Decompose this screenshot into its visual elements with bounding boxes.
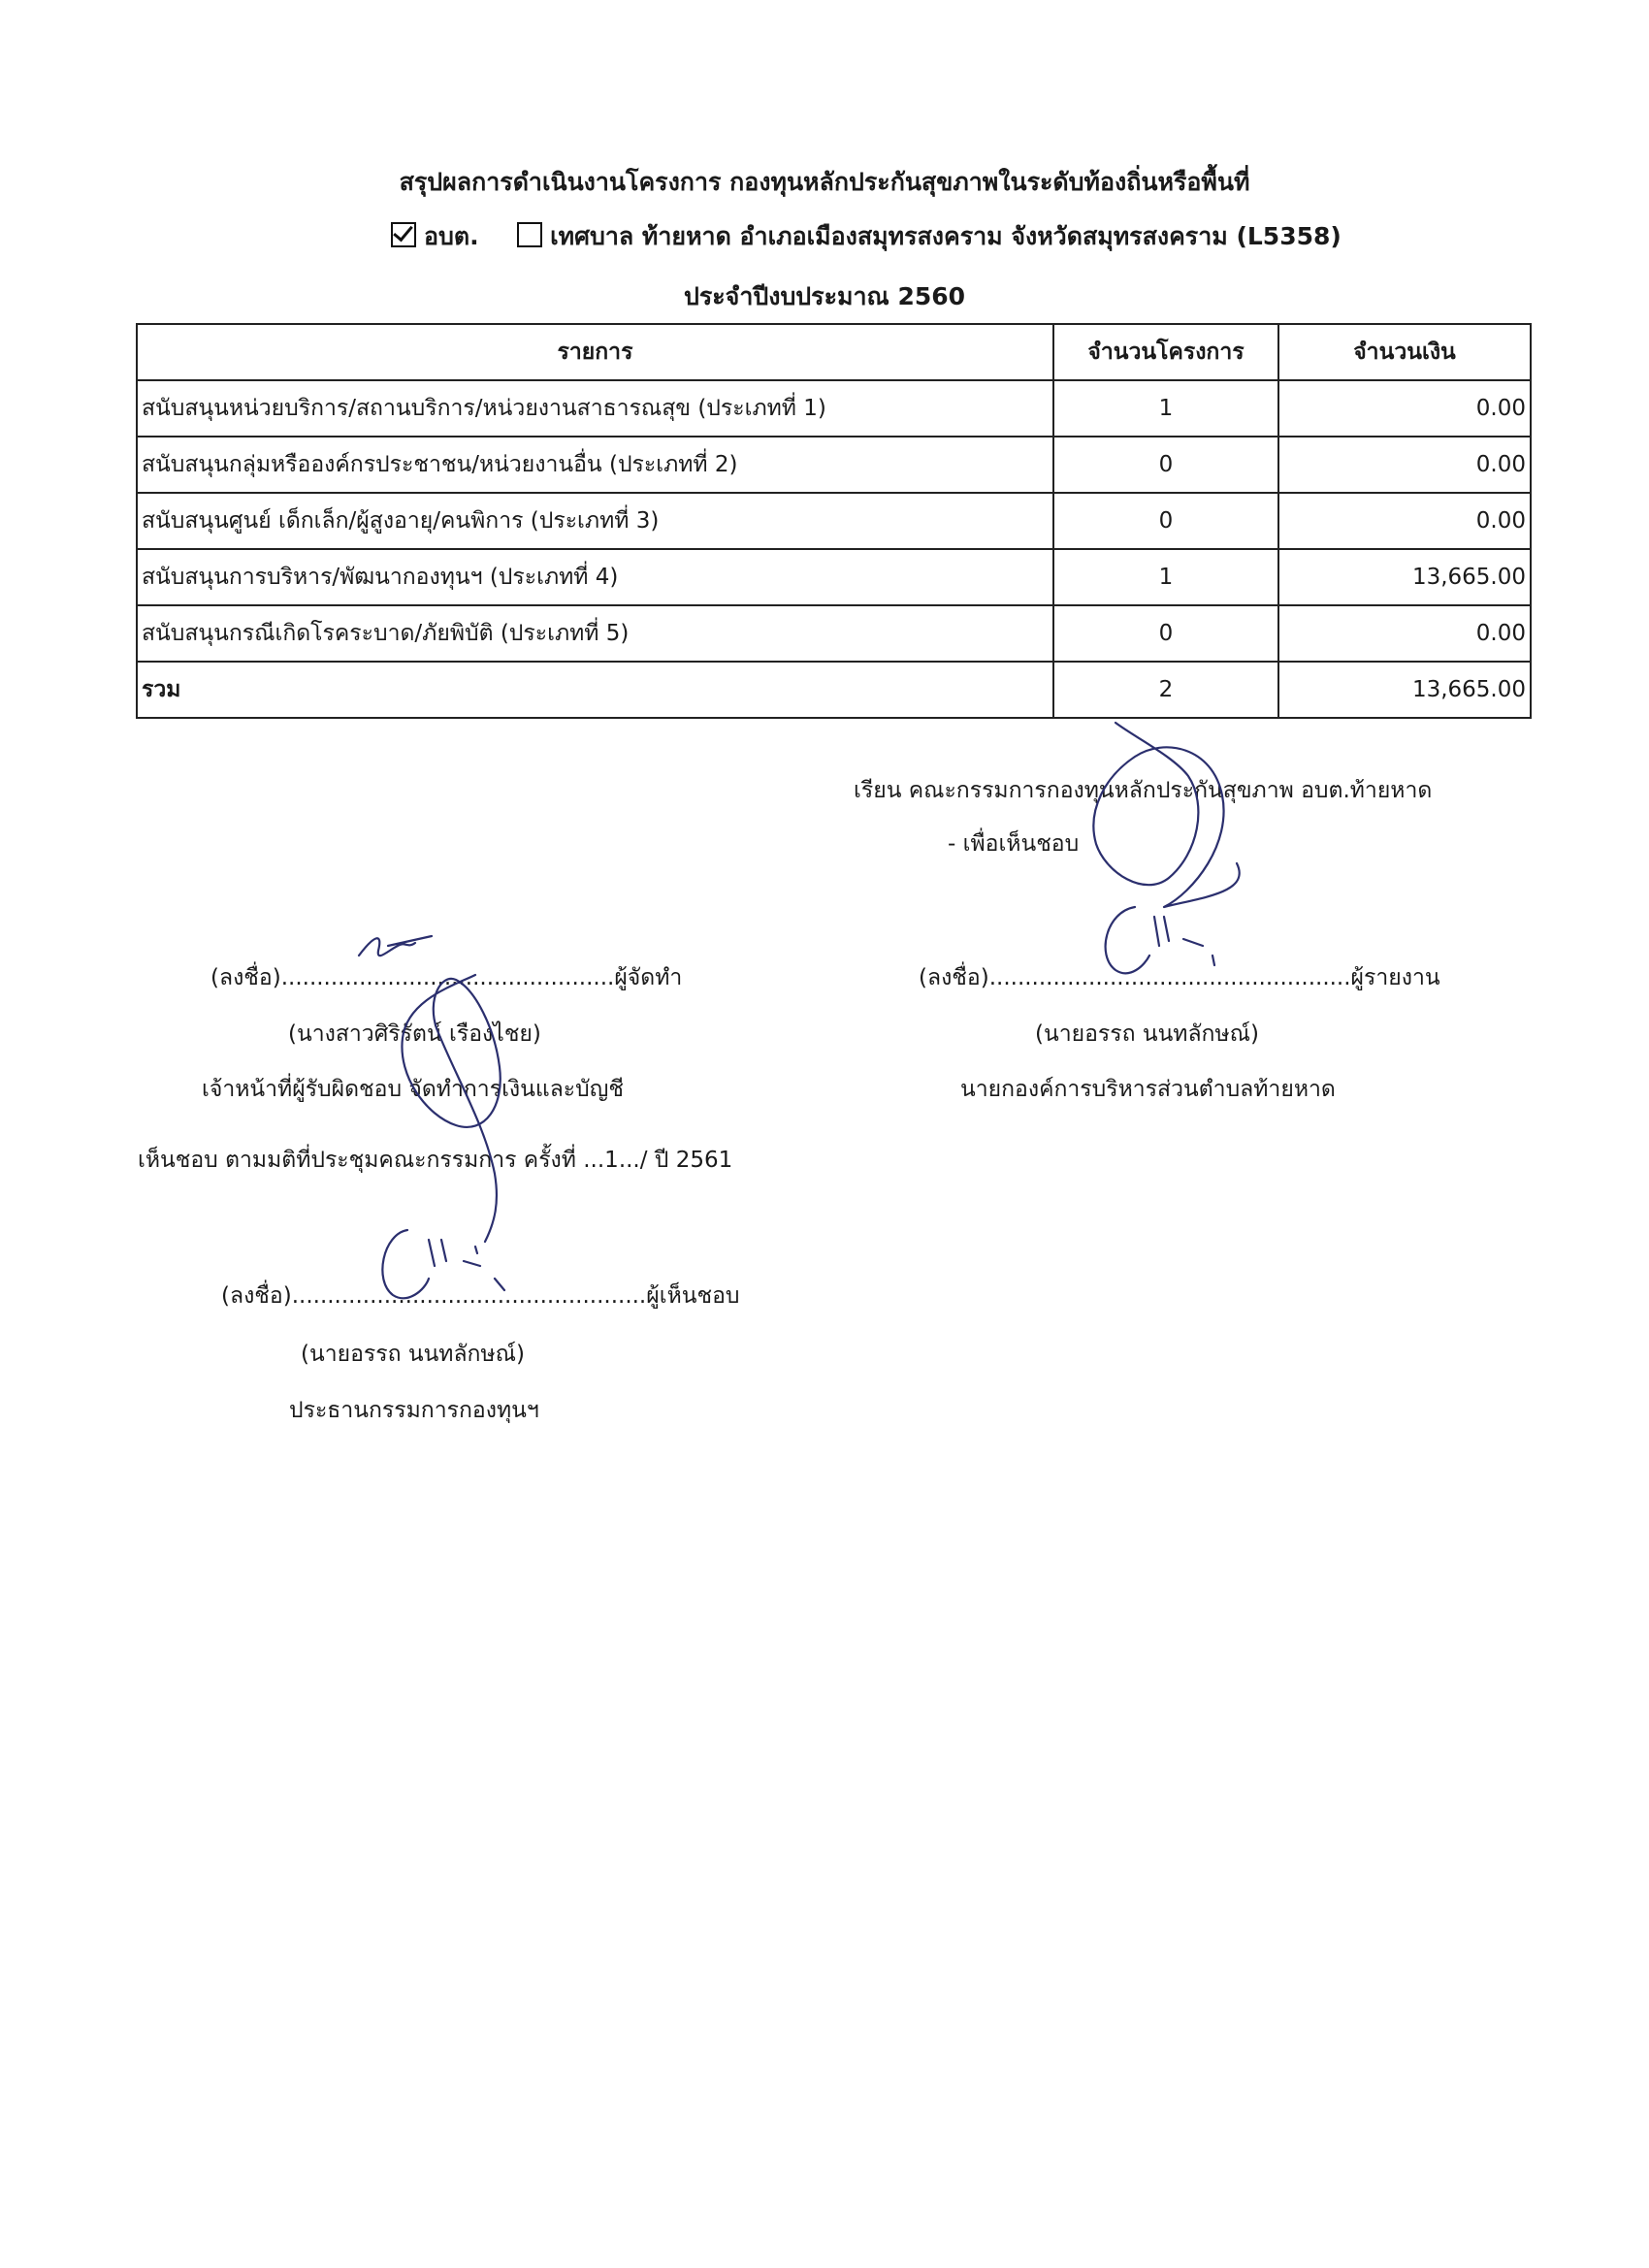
option-unchecked-label: เทศบาล [550, 222, 634, 250]
approval-note: เห็นชอบ ตามมติที่ประชุมคณะกรรมการ ครั้งที่ ...1.../ ปี 2561 [138, 1148, 733, 1173]
signature-preparer-scribble [359, 936, 432, 956]
row-item: สนับสนุนหน่วยบริการ/สถานบริการ/หน่วยงานสาธารณสุข (ประเภทที่ 1) [137, 380, 1053, 437]
row-amount: 13,665.00 [1278, 549, 1531, 605]
total-count: 2 [1053, 662, 1278, 718]
fiscal-year: ประจำปีงบประมาณ 2560 [683, 282, 966, 310]
signature-loop-preparer [402, 975, 500, 1242]
document-title: สรุปผลการดำเนินงานโครงการ กองทุนหลักประกันสุขภาพในระดับท้องถิ่นหรือพื้นที่ [399, 168, 1250, 196]
signature-loop-memo [1093, 723, 1239, 907]
preparer-name: (นางสาวศิริรัตน์ เรืองไชย) [288, 1021, 541, 1047]
column-header-count: จำนวนโครงการ [1053, 324, 1278, 380]
row-item: สนับสนุนกรณีเกิดโรคระบาด/ภัยพิบัติ (ประเภทที่ 5) [137, 605, 1053, 662]
location-text: ท้ายหาด อำเภอเมืองสมุทรสงคราม จังหวัดสมุทรสงคราม (L5358) [641, 222, 1342, 250]
row-count: 0 [1053, 605, 1278, 662]
memo-purpose: - เพื่อเห็นชอบ [948, 831, 1080, 857]
row-amount: 0.00 [1278, 437, 1531, 493]
option-checked-label: อบต. [424, 222, 479, 250]
row-count: 1 [1053, 549, 1278, 605]
reporter-name: (นายอรรถ นนทลักษณ์) [1035, 1021, 1259, 1047]
row-count: 1 [1053, 380, 1278, 437]
column-header-amount: จำนวนเงิน [1278, 324, 1531, 380]
approver-name: (นายอรรถ นนทลักษณ์) [301, 1342, 525, 1367]
approver-sign-line: (ลงชื่อ)..................................................ผู้เห็นชอบ [221, 1283, 740, 1309]
total-amount: 13,665.00 [1278, 662, 1531, 718]
preparer-sign-line: (ลงชื่อ)...............................................ผู้จัดทำ [210, 965, 683, 990]
row-item: สนับสนุนศูนย์ เด็กเล็ก/ผู้สูงอายุ/คนพิการ (ประเภทที่ 3) [137, 493, 1053, 549]
signature-reporter [1106, 907, 1214, 973]
approver-position: ประธานกรรมการกองทุนฯ [289, 1398, 539, 1423]
reporter-sign-line: (ลงชื่อ)...................................................ผู้รายงาน [919, 965, 1440, 990]
row-count: 0 [1053, 437, 1278, 493]
memo-to: เรียน คณะกรรมการกองทุนหลักประกันสุขภาพ อบต.ท้ายหาด [854, 778, 1433, 803]
total-label: รวม [137, 662, 1053, 718]
row-amount: 0.00 [1278, 380, 1531, 437]
row-amount: 0.00 [1278, 605, 1531, 662]
preparer-position: เจ้าหน้าที่ผู้รับผิดชอบ จัดทำการเงินและบัญชี [202, 1077, 624, 1102]
row-amount: 0.00 [1278, 493, 1531, 549]
row-item: สนับสนุนการบริหาร/พัฒนากองทุนฯ (ประเภทที่ 4) [137, 549, 1053, 605]
reporter-position: นายกองค์การบริหารส่วนตำบลท้ายหาด [960, 1077, 1336, 1102]
column-header-item: รายการ [137, 324, 1053, 380]
row-count: 0 [1053, 493, 1278, 549]
row-item: สนับสนุนกลุ่มหรือองค์กรประชาชน/หน่วยงานอื่น (ประเภทที่ 2) [137, 437, 1053, 493]
